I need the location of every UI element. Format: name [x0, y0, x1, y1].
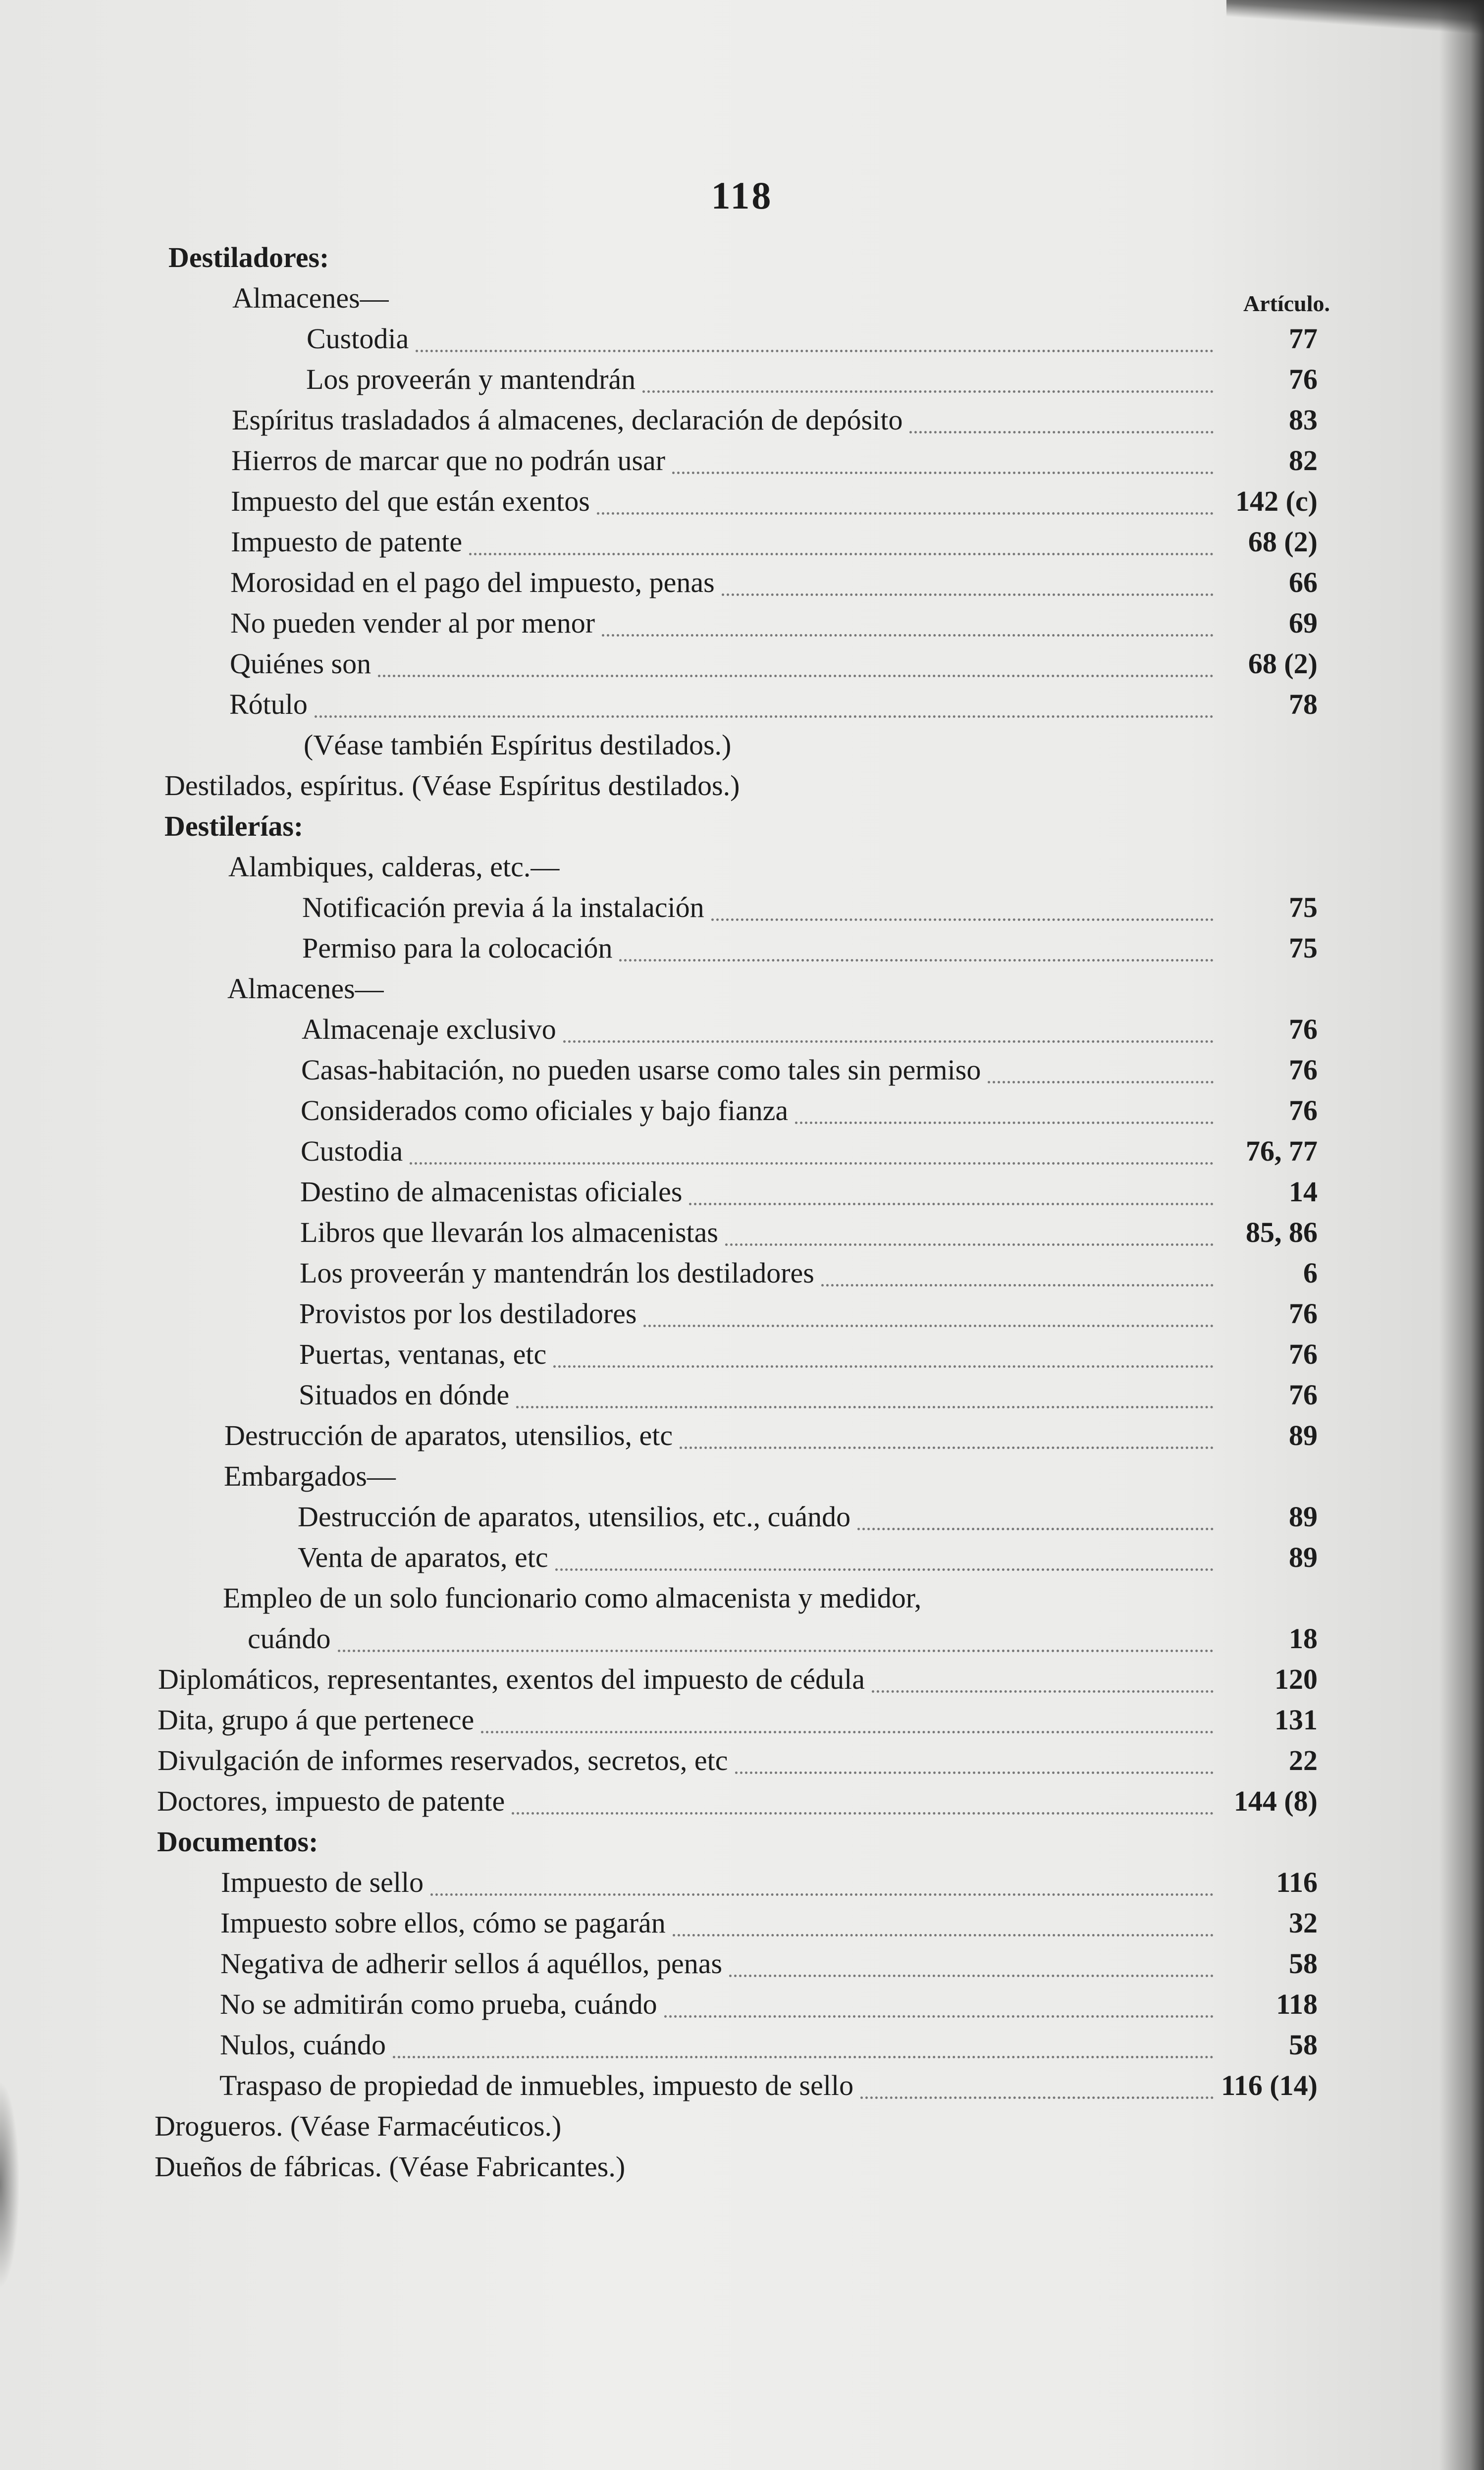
entry-label: Destiladores: [168, 241, 329, 273]
entry-label: Situados en dónde [299, 1379, 510, 1411]
leader-dots [860, 2057, 1214, 2099]
entry-label: Dita, grupo á que pertenece [158, 1704, 475, 1736]
entry-label: No pueden vender al por menor [230, 607, 595, 639]
leader-dots [315, 676, 1214, 718]
entry-label: Notificación previa á la instalación [302, 891, 704, 923]
entry-label: Almacenes— [232, 282, 389, 314]
leader-dots [555, 1529, 1214, 1571]
page-number: 118 [711, 174, 773, 217]
leader-dots [725, 1204, 1214, 1246]
entry-label: Considerados como oficiales y bajo fianza [301, 1094, 789, 1127]
entry-label: Impuesto sobre ellos, cómo se pagarán [220, 1907, 666, 1939]
entry-label: Impuesto de patente [231, 526, 463, 558]
entry-article-number: 76 [1289, 1094, 1318, 1127]
leader-dots [512, 1772, 1214, 1815]
leader-dots [516, 1366, 1214, 1408]
entry-article-number: 58 [1289, 1947, 1318, 1980]
leader-dots [378, 635, 1214, 677]
entry-label: Embargados— [224, 1460, 396, 1492]
entry-label: Diplomáticos, representantes, exentos del impuesto de cédula [158, 1663, 865, 1695]
entry-article-number: 77 [1289, 322, 1318, 355]
index-entry [0, 2106, 1337, 2146]
leader-dots [597, 473, 1214, 515]
leader-dots [643, 1285, 1214, 1327]
entry-label: (Véase también Espíritus destilados.) [304, 729, 732, 761]
leader-dots [988, 1041, 1214, 1083]
entry-article-number: 18 [1289, 1622, 1318, 1655]
entry-label: Doctores, impuesto de patente [157, 1785, 505, 1817]
entry-label: Alambiques, calderas, etc.— [228, 851, 560, 883]
page-corner-shadow [1226, 0, 1484, 35]
leader-dots [664, 1976, 1214, 2018]
entry-label: Destilados, espíritus. (Véase Espíritus destilados.) [164, 769, 740, 802]
entry-article-number: 76, 77 [1246, 1135, 1318, 1167]
entry-article-number: 120 [1274, 1663, 1318, 1695]
leader-dots [338, 1610, 1214, 1652]
leader-dots [619, 919, 1214, 962]
entry-article-number: 131 [1274, 1704, 1318, 1736]
leader-dots [410, 1123, 1214, 1165]
leader-dots [563, 1001, 1214, 1043]
entry-article-number: 85, 86 [1246, 1216, 1318, 1248]
entry-article-number: 116 (14) [1221, 2069, 1318, 2101]
leader-dots [735, 1732, 1214, 1774]
leader-dots [393, 2016, 1214, 2058]
leader-dots [729, 1935, 1214, 1977]
entry-article-number: 89 [1289, 1541, 1318, 1573]
entry-article-number: 89 [1289, 1419, 1318, 1451]
entry-label: Espíritus trasladados á almacenes, declaración de depósito [232, 404, 903, 436]
entry-label: Custodia [307, 322, 409, 355]
index-entry [0, 806, 1337, 846]
entry-label: Nulos, cuándo [220, 2029, 386, 2061]
leader-dots [711, 879, 1214, 921]
entry-article-number: 6 [1303, 1257, 1318, 1289]
entry-article-number: 66 [1289, 566, 1318, 598]
entry-label: Los proveerán y mantendrán los destiladores [300, 1257, 814, 1289]
leader-dots [722, 554, 1214, 596]
entry-label: Permiso para la colocación [302, 932, 613, 964]
entry-label: Drogueros. (Véase Farmacéuticos.) [155, 2110, 562, 2142]
entry-label: Quiénes son [230, 647, 371, 680]
entry-label: Custodia [301, 1135, 403, 1167]
index-entry [0, 1416, 1337, 1455]
leader-dots [821, 1244, 1214, 1287]
entry-label: No se admitirán como prueba, cuándo [220, 1988, 657, 2020]
index-entry [0, 685, 1337, 724]
index-entry [0, 2066, 1337, 2105]
leader-dots [680, 1407, 1214, 1449]
entry-article-number: 76 [1289, 1338, 1318, 1370]
leader-dots [795, 1082, 1214, 1124]
leader-dots [673, 1894, 1214, 1936]
entry-label: Impuesto de sello [221, 1866, 424, 1898]
index-entry [0, 928, 1337, 968]
entry-label: Empleo de un solo funcionario como almacenista y medidor, [223, 1582, 922, 1614]
entry-article-number: 76 [1289, 1013, 1318, 1045]
entry-label: Casas-habitación, no pueden usarse como tales sin permiso [301, 1054, 981, 1086]
page-edge-shadow [1439, 0, 1484, 2470]
entry-article-number: 76 [1289, 1297, 1318, 1330]
entry-article-number: 142 (c) [1235, 485, 1318, 517]
entry-label: Destino de almacenistas oficiales [300, 1176, 683, 1208]
entry-label: Almacenes— [227, 972, 384, 1005]
leader-dots [469, 513, 1214, 555]
index-entry [0, 238, 1337, 277]
leader-dots [481, 1691, 1214, 1733]
entry-article-number: 144 (8) [1233, 1785, 1318, 1817]
entry-label: Destrucción de aparatos, utensilios, etc., cuándo [298, 1501, 851, 1533]
index-entry [0, 766, 1337, 805]
leader-dots [642, 351, 1214, 393]
entry-article-number: 116 [1276, 1866, 1318, 1898]
entry-label: Morosidad en el pago del impuesto, penas [230, 566, 715, 598]
entry-label: Los proveerán y mantendrán [306, 363, 636, 395]
entry-label: Libros que llevarán los almacenistas [300, 1216, 718, 1248]
leader-dots [430, 1854, 1214, 1896]
entry-article-number: 82 [1289, 444, 1318, 477]
entry-article-number: 83 [1289, 404, 1318, 436]
entry-label: Impuesto del que están exentos [231, 485, 590, 517]
entry-article-number: 76 [1289, 1379, 1318, 1411]
entry-article-number: 76 [1289, 1054, 1318, 1086]
entry-article-number: 69 [1289, 607, 1318, 639]
entry-article-number: 118 [1276, 1988, 1318, 2020]
entry-article-number: 68 (2) [1248, 526, 1318, 558]
entry-article-number: 32 [1289, 1907, 1318, 1939]
entry-label: Destilerías: [164, 810, 304, 842]
entry-label: Rótulo [229, 688, 308, 720]
entry-article-number: 78 [1289, 688, 1318, 720]
leader-dots [602, 594, 1214, 637]
entry-label: Traspaso de propiedad de inmuebles, impuesto de sello [219, 2069, 854, 2101]
leader-dots [872, 1651, 1214, 1693]
entry-label: Dueños de fábricas. (Véase Fabricantes.) [155, 2150, 626, 2183]
entry-label: Divulgación de informes reservados, secretos, etc [158, 1744, 728, 1776]
entry-article-number: 14 [1289, 1176, 1318, 1208]
entry-article-number: 75 [1289, 891, 1318, 923]
leader-dots [857, 1488, 1214, 1530]
index-entry [0, 2147, 1337, 2187]
entry-article-number: 68 (2) [1248, 647, 1318, 680]
index-entry [0, 1538, 1337, 1577]
index-entry [0, 1781, 1337, 1821]
entry-article-number: 58 [1289, 2029, 1318, 2061]
entry-label: Destrucción de aparatos, utensilios, etc [224, 1419, 673, 1451]
entry-label: Almacenaje exclusivo [302, 1013, 556, 1045]
entry-label: Negativa de adherir sellos á aquéllos, penas [220, 1947, 723, 1980]
entry-label: Hierros de marcar que no podrán usar [231, 444, 666, 477]
entry-label: cuándo [248, 1622, 331, 1655]
column-header: Artículo. [1243, 291, 1330, 316]
leader-dots [909, 391, 1214, 433]
entry-article-number: 76 [1289, 363, 1318, 395]
leader-dots [689, 1163, 1214, 1205]
entry-label: Documentos: [157, 1826, 318, 1858]
index-entry [0, 725, 1337, 765]
entry-label: Venta de aparatos, etc [298, 1541, 548, 1573]
leader-dots [672, 432, 1214, 474]
entry-article-number: 22 [1289, 1744, 1318, 1776]
entry-article-number: 89 [1289, 1501, 1318, 1533]
entry-article-number: 75 [1289, 932, 1318, 964]
leader-dots [553, 1326, 1214, 1368]
entry-label: Provistos por los destiladores [299, 1297, 637, 1330]
entry-label: Puertas, ventanas, etc [299, 1338, 547, 1370]
leader-dots [416, 310, 1214, 352]
